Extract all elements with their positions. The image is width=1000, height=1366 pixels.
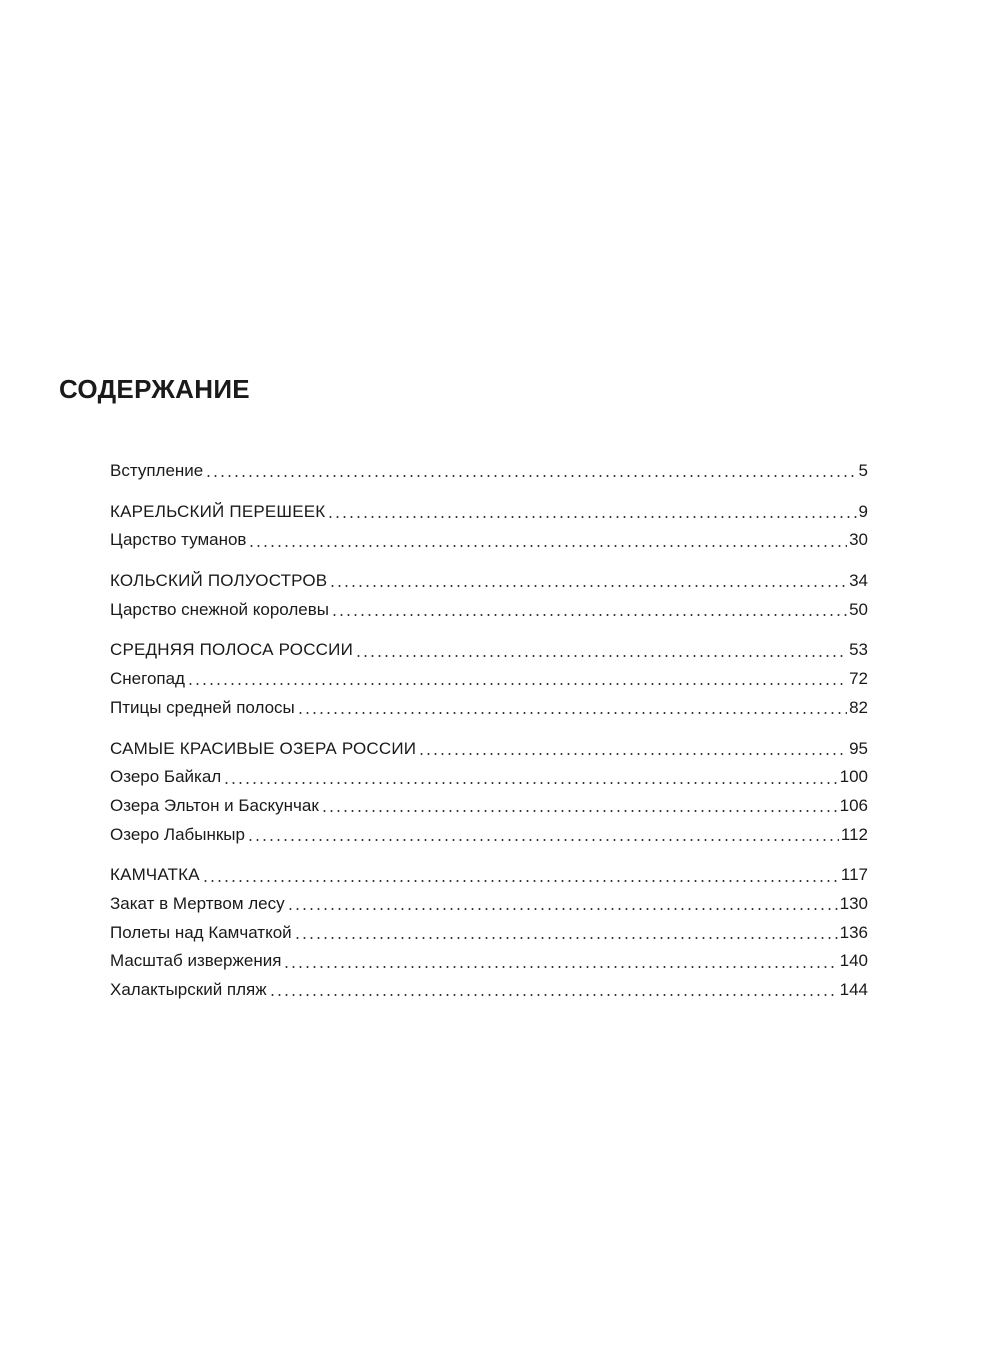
toc-entry-title: СРЕДНЯЯ ПОЛОСА РОССИИ xyxy=(110,640,353,660)
toc-group xyxy=(110,861,868,1004)
dot-leader xyxy=(355,655,847,657)
toc-section-entry[interactable] xyxy=(110,636,868,665)
toc-entry-page-number: 100 xyxy=(839,767,868,787)
toc-entry-page-number: 130 xyxy=(839,893,868,913)
toc-entry-page-number: 34 xyxy=(849,571,868,591)
dot-leader xyxy=(187,683,847,685)
toc-entry[interactable] xyxy=(110,526,868,555)
toc-entry[interactable] xyxy=(110,694,868,723)
dot-leader xyxy=(269,994,838,996)
toc-entry[interactable] xyxy=(110,596,868,625)
toc-entry-page-number: 140 xyxy=(839,951,868,971)
page-title: СОДЕРЖАНИЕ xyxy=(59,374,250,404)
dot-leader xyxy=(329,585,847,587)
toc-entry-title: КАМЧАТКА xyxy=(110,865,200,885)
toc-section-entry[interactable] xyxy=(110,498,868,527)
toc-group xyxy=(110,498,868,555)
toc-entry-title: Полеты над Камчаткой xyxy=(110,922,292,942)
dot-leader xyxy=(223,782,837,784)
toc-entry[interactable] xyxy=(110,821,868,850)
toc-entry-page-number: 82 xyxy=(849,697,868,717)
toc-entry-title: КОЛЬСКИЙ ПОЛУОСТРОВ xyxy=(110,571,328,591)
toc-entry-title: Вступление xyxy=(110,461,204,480)
toc-entry-title: Закат в Мертвом лесу xyxy=(110,893,285,913)
dot-leader xyxy=(294,937,838,939)
toc-entry-title: Озеро Байкал xyxy=(110,767,222,787)
toc-entry-page-number: 144 xyxy=(839,980,868,999)
toc-group xyxy=(110,735,868,850)
toc-entry-page-number: 117 xyxy=(840,865,868,885)
toc-entry[interactable] xyxy=(110,976,868,1005)
toc-entry-page-number: 136 xyxy=(839,922,868,942)
toc-section-entry[interactable] xyxy=(110,567,868,596)
toc-entry-page-number: 72 xyxy=(849,669,868,689)
toc-entry[interactable] xyxy=(110,792,868,821)
toc-entry-page-number: 9 xyxy=(858,501,868,521)
dot-leader xyxy=(248,545,847,547)
toc-entry-title: Птицы средней полосы xyxy=(110,697,295,717)
toc-entry-page-number: 112 xyxy=(840,824,868,844)
dot-leader xyxy=(247,839,839,841)
toc-entry-title: Озера Эльтон и Баскунчак xyxy=(110,795,319,815)
toc-entry-page-number: 50 xyxy=(849,599,868,619)
toc-entry[interactable] xyxy=(110,947,868,976)
dot-leader xyxy=(321,810,838,812)
toc-entry-title: Масштаб извержения xyxy=(110,951,282,971)
toc-entry-title: Халактырский пляж xyxy=(110,980,267,999)
toc-group xyxy=(110,636,868,722)
dot-leader xyxy=(202,880,839,882)
toc-entry-title: КАРЕЛЬСКИЙ ПЕРЕШЕЕК xyxy=(110,501,326,521)
toc-entry-title: Царство туманов xyxy=(110,530,247,550)
toc-entry-title: Царство снежной королевы xyxy=(110,599,329,619)
toc-entry-page-number: 30 xyxy=(849,530,868,550)
toc-entry-page-number: 95 xyxy=(849,738,868,758)
toc-entry[interactable] xyxy=(110,665,868,694)
dot-leader xyxy=(205,475,856,477)
toc-entry-title: Озеро Лабынкыр xyxy=(110,824,245,844)
toc-entry-page-number: 5 xyxy=(858,461,868,480)
toc-entry-page-number: 53 xyxy=(849,640,868,660)
toc-section-entry[interactable] xyxy=(110,735,868,764)
dot-leader xyxy=(283,966,837,968)
toc-section-entry[interactable] xyxy=(110,861,868,890)
toc-entry-page-number: 106 xyxy=(839,795,868,815)
toc-entry[interactable] xyxy=(110,457,868,486)
dot-leader xyxy=(327,516,856,518)
toc-entry-title: САМЫЕ КРАСИВЫЕ ОЗЕРА РОССИИ xyxy=(110,738,417,758)
dot-leader xyxy=(331,614,847,616)
dot-leader xyxy=(297,712,847,714)
toc-entry-title: Снегопад xyxy=(110,669,185,689)
dot-leader xyxy=(418,753,847,755)
toc-entry[interactable] xyxy=(110,890,868,919)
dot-leader xyxy=(287,908,838,910)
table-of-contents xyxy=(110,457,868,1017)
toc-entry[interactable] xyxy=(110,763,868,792)
toc-group xyxy=(110,567,868,624)
toc-group xyxy=(110,457,868,486)
toc-entry[interactable] xyxy=(110,919,868,948)
